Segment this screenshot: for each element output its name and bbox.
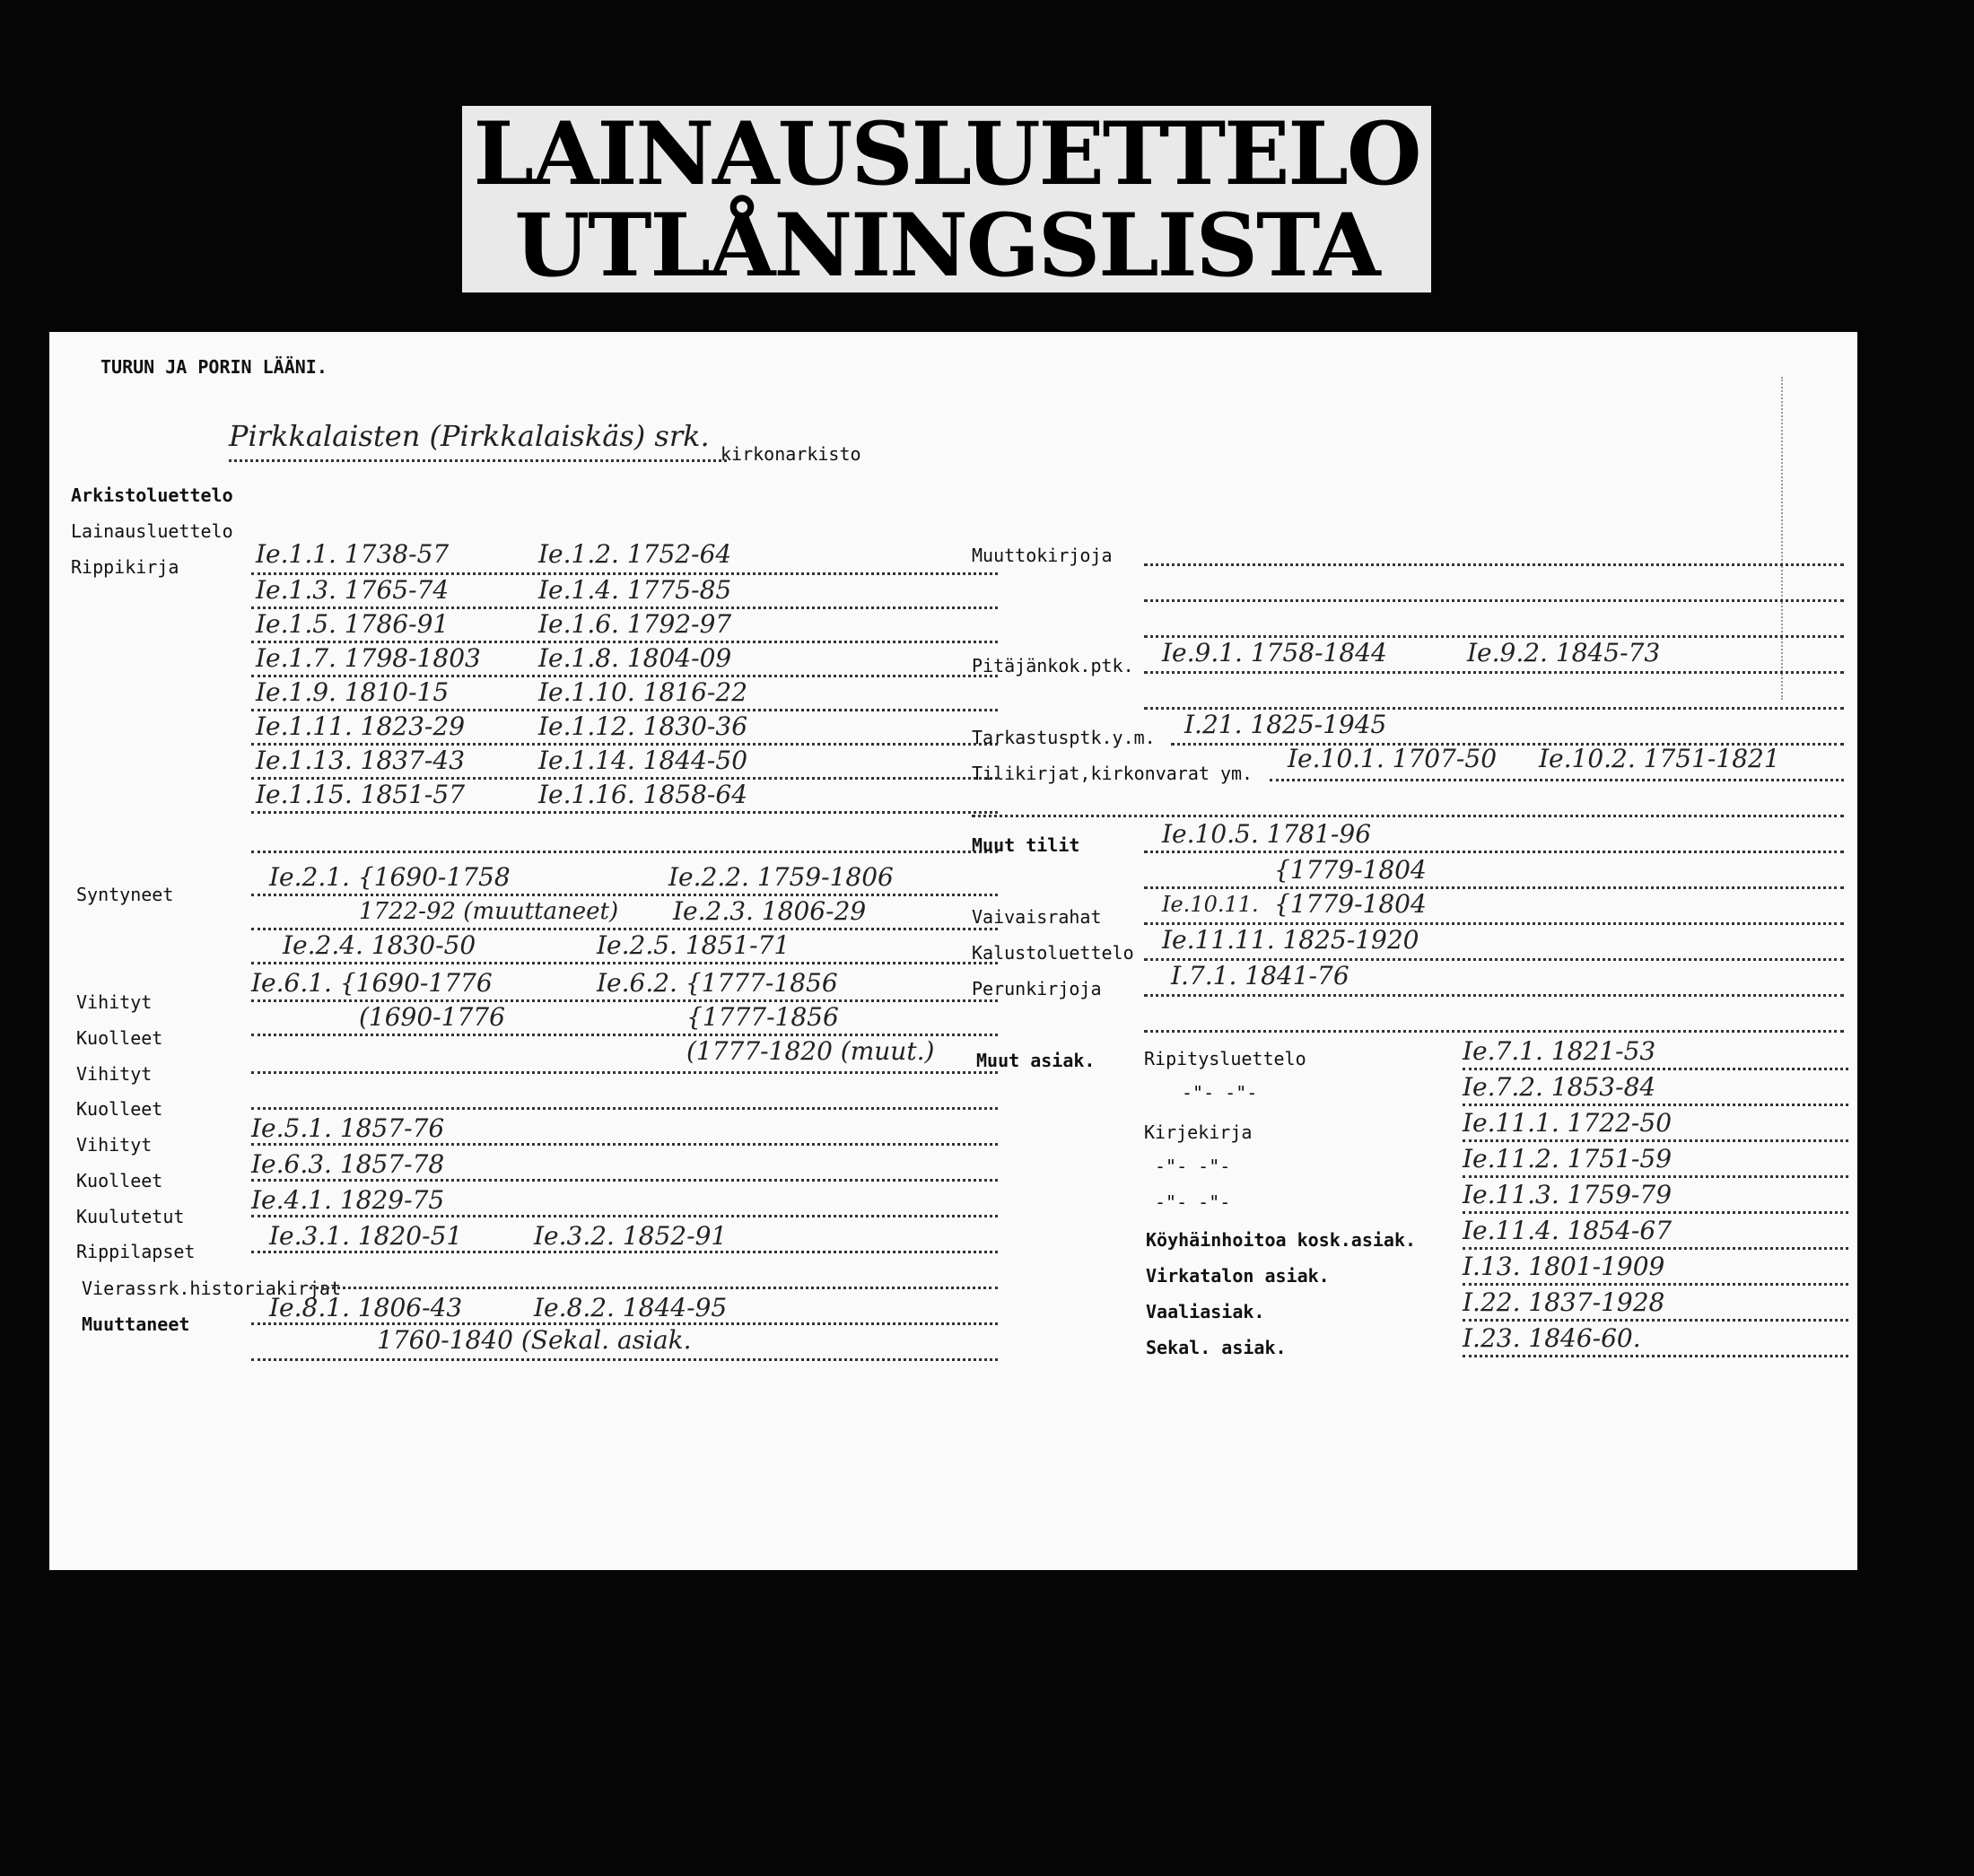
muut-asiak-value: Ie.7.1. 1821-53	[1463, 1036, 1656, 1066]
rippikirja-entry: Ie.1.11. 1823-29	[256, 711, 466, 741]
rippikirja-entry: Ie.1.16. 1858-64	[538, 780, 748, 809]
label-vihityt-1: Vihityt	[76, 991, 153, 1013]
muut-asiak-value: Ie.11.4. 1854-67	[1463, 1216, 1673, 1245]
dotted-line	[310, 1287, 998, 1289]
dotted-line	[251, 811, 998, 814]
dotted-line	[251, 1179, 998, 1182]
rippikirja-entry: Ie.1.12. 1830-36	[538, 711, 748, 741]
rippikirja-entry: Ie.1.8. 1804-09	[538, 643, 732, 673]
muuttaneet-entry: Ie.8.2. 1844-95	[534, 1293, 728, 1322]
dotted-line	[1144, 886, 1844, 889]
dotted-line	[251, 1143, 998, 1146]
dotted-line	[251, 1107, 998, 1110]
label-arkistoluettelo: Arkistoluettelo	[71, 484, 233, 506]
dotted-line	[972, 815, 1844, 817]
label-syntyneet: Syntyneet	[76, 884, 174, 905]
muut-tilit-entry: Ie.10.5. 1781-96	[1162, 819, 1372, 849]
rippikirja-entry: Ie.1.5. 1786-91	[256, 609, 450, 639]
muut-asiak-label: -"- -"-	[1182, 1082, 1258, 1104]
dotted-line	[1270, 779, 1844, 781]
syntyneet-entry: 1722-92 (muuttaneet)	[359, 898, 619, 925]
catalog-card	[49, 332, 1857, 1570]
label-rippikirja: Rippikirja	[71, 556, 179, 578]
dotted-line	[1144, 851, 1844, 853]
dotted-line	[1463, 1247, 1848, 1250]
margin-marks	[1781, 377, 1783, 700]
label-kuolleet-3: Kuolleet	[76, 1170, 163, 1191]
tilikirjat-entry: Ie.10.2. 1751-1821	[1539, 744, 1780, 773]
muut-tilit-entry: {1779-1804	[1274, 855, 1427, 885]
dotted-line	[1144, 599, 1844, 602]
muut-asiak-label: Ripitysluettelo	[1144, 1048, 1306, 1069]
label-muuttokirjoja: Muuttokirjoja	[972, 545, 1113, 566]
label-muuttaneet: Muuttaneet	[82, 1313, 190, 1335]
rippikirja-entry: Ie.1.3. 1765-74	[256, 575, 450, 605]
muut-asiak-value: Ie.11.1. 1722-50	[1463, 1108, 1673, 1138]
label-kuolleet-2: Kuolleet	[76, 1098, 163, 1120]
label-vierassrk: Vierassrk.historiakirjat	[82, 1278, 341, 1299]
parish-dots	[229, 459, 727, 462]
label-kuulutetut: Kuulutetut	[76, 1206, 185, 1227]
tarkastusptk-entry: I.21. 1825-1945	[1184, 710, 1387, 739]
rippikirja-entry: Ie.1.10. 1816-22	[538, 677, 748, 707]
vihityt-entry: Ie.6.2. {1777-1856	[597, 968, 838, 998]
label-rippilapset: Rippilapset	[76, 1241, 196, 1262]
dotted-line	[1463, 1283, 1848, 1286]
dotted-line	[251, 1251, 998, 1253]
tilikirjat-entry: Ie.10.1. 1707-50	[1288, 744, 1498, 773]
pitajankok-entry: Ie.9.1. 1758-1844	[1162, 638, 1387, 668]
muut-asiak-value: Ie.11.3. 1759-79	[1463, 1180, 1673, 1209]
rippikirja-entry: Ie.1.15. 1851-57	[256, 780, 466, 809]
rippikirja-entry: Ie.1.1. 1738-57	[256, 539, 450, 569]
dotted-line	[1463, 1068, 1848, 1070]
kuolleet-entry: (1690-1776	[359, 1002, 505, 1032]
dotted-line	[251, 851, 998, 853]
dotted-line	[1144, 563, 1844, 566]
syntyneet-entry: Ie.2.3. 1806-29	[673, 896, 867, 926]
label-kalustoluettelo: Kalustoluettelo	[972, 942, 1134, 964]
label-vaivaisrahat: Vaivaisrahat	[972, 906, 1102, 928]
parish-name: Pirkkalaisten (Pirkkalaiskäs) srk.	[229, 419, 710, 453]
dotted-line	[251, 962, 998, 964]
dotted-line	[1144, 994, 1844, 997]
vihityt-entry: Ie.6.1. {1690-1776	[251, 968, 493, 998]
muut-asiak-label: -"- -"-	[1155, 1191, 1231, 1213]
label-pitajankok: Pitäjänkok.ptk.	[972, 655, 1134, 676]
pitajankok-entry: Ie.9.2. 1845-73	[1467, 638, 1661, 668]
rippikirja-entry: Ie.1.7. 1798-1803	[256, 643, 481, 673]
rippikirja-entry: Ie.1.13. 1837-43	[256, 746, 466, 775]
rippikirja-entry: Ie.1.9. 1810-15	[256, 677, 450, 707]
muut-asiak-label: Kirjekirja	[1144, 1121, 1253, 1143]
muut-asiak-value: I.23. 1846-60.	[1463, 1323, 1641, 1353]
label-tilikirjat: Tilikirjat,kirkonvarat ym.	[972, 763, 1253, 784]
vaivaisrahat-entry: {1779-1804	[1274, 889, 1427, 919]
dotted-line	[1463, 1139, 1848, 1142]
banner-title-swedish: UTLÅNINGSLISTA	[514, 195, 1379, 292]
muut-asiak-value: I.22. 1837-1928	[1463, 1287, 1665, 1317]
muut-asiak-value: Ie.7.2. 1853-84	[1463, 1072, 1656, 1102]
label-tarkastusptk: Tarkastusptk.y.m.	[972, 727, 1156, 748]
label-perunkirjoja: Perunkirjoja	[972, 978, 1102, 999]
kuolleet-entry: (1777-1820 (muut.)	[686, 1036, 935, 1066]
rippikirja-entry: Ie.1.2. 1752-64	[538, 539, 732, 569]
muut-asiak-label: -"- -"-	[1155, 1156, 1231, 1177]
label-muut-asiak: Muut asiak.	[976, 1050, 1096, 1071]
rippikirja-entry: Ie.1.6. 1792-97	[538, 609, 732, 639]
label-vihityt-3: Vihityt	[76, 1134, 153, 1156]
rippikirja-entry: Ie.1.14. 1844-50	[538, 746, 748, 775]
dotted-line	[251, 894, 998, 896]
kuulutetut-entry: Ie.4.1. 1829-75	[251, 1185, 445, 1215]
county-heading: TURUN JA PORIN LÄÄNI.	[100, 356, 328, 378]
label-vihityt-2: Vihityt	[76, 1063, 153, 1085]
syntyneet-entry: Ie.2.5. 1851-71	[597, 930, 790, 960]
vaivaisrahat-entry: Ie.10.11.	[1162, 892, 1259, 917]
dotted-line	[1463, 1211, 1848, 1214]
syntyneet-entry: Ie.2.1. {1690-1758	[269, 862, 511, 892]
dotted-line	[1463, 1355, 1848, 1357]
vihityt-3-entry: Ie.5.1. 1857-76	[251, 1113, 445, 1143]
label-kuolleet-1: Kuolleet	[76, 1027, 163, 1049]
banner	[462, 106, 1431, 292]
muut-asiak-label: Köyhäinhoitoa kosk.asiak.	[1146, 1229, 1417, 1251]
syntyneet-entry: Ie.2.2. 1759-1806	[668, 862, 894, 892]
dotted-line	[1144, 1030, 1844, 1033]
muut-asiak-label: Virkatalon asiak.	[1146, 1265, 1330, 1287]
dotted-line	[1463, 1104, 1848, 1106]
dotted-line	[251, 1358, 998, 1361]
rippilapset-entry: Ie.3.2. 1852-91	[534, 1221, 728, 1251]
dotted-line	[1463, 1319, 1848, 1322]
dotted-line	[1463, 1175, 1848, 1178]
muut-asiak-value: Ie.11.2. 1751-59	[1463, 1144, 1673, 1174]
dotted-line	[1144, 671, 1844, 674]
kuolleet-3-entry: Ie.6.3. 1857-78	[251, 1149, 445, 1179]
kuolleet-entry: {1777-1856	[686, 1002, 839, 1032]
muuttaneet-entry: Ie.8.1. 1806-43	[269, 1293, 463, 1322]
label-muut-tilit: Muut tilit	[972, 834, 1080, 856]
label-lainausluettelo: Lainausluettelo	[71, 520, 233, 542]
dotted-line	[251, 1215, 998, 1217]
kalustoluettelo-entry: Ie.11.11. 1825-1920	[1162, 925, 1419, 955]
rippikirja-entry: Ie.1.4. 1775-85	[538, 575, 732, 605]
archive-suffix: kirkonarkisto	[721, 443, 861, 465]
muuttaneet-entry: 1760-1840 (Sekal. asiak.	[377, 1325, 692, 1355]
muut-asiak-value: I.13. 1801-1909	[1463, 1252, 1665, 1281]
banner-title-finnish: LAINAUSLUETTELO	[473, 106, 1420, 205]
rippilapset-entry: Ie.3.1. 1820-51	[269, 1221, 463, 1251]
dotted-line	[251, 1071, 998, 1074]
perunkirjoja-entry: I.7.1. 1841-76	[1171, 961, 1349, 990]
muut-asiak-label: Sekal. asiak.	[1146, 1337, 1287, 1358]
muut-asiak-label: Vaaliasiak.	[1146, 1301, 1265, 1322]
syntyneet-entry: Ie.2.4. 1830-50	[283, 930, 476, 960]
